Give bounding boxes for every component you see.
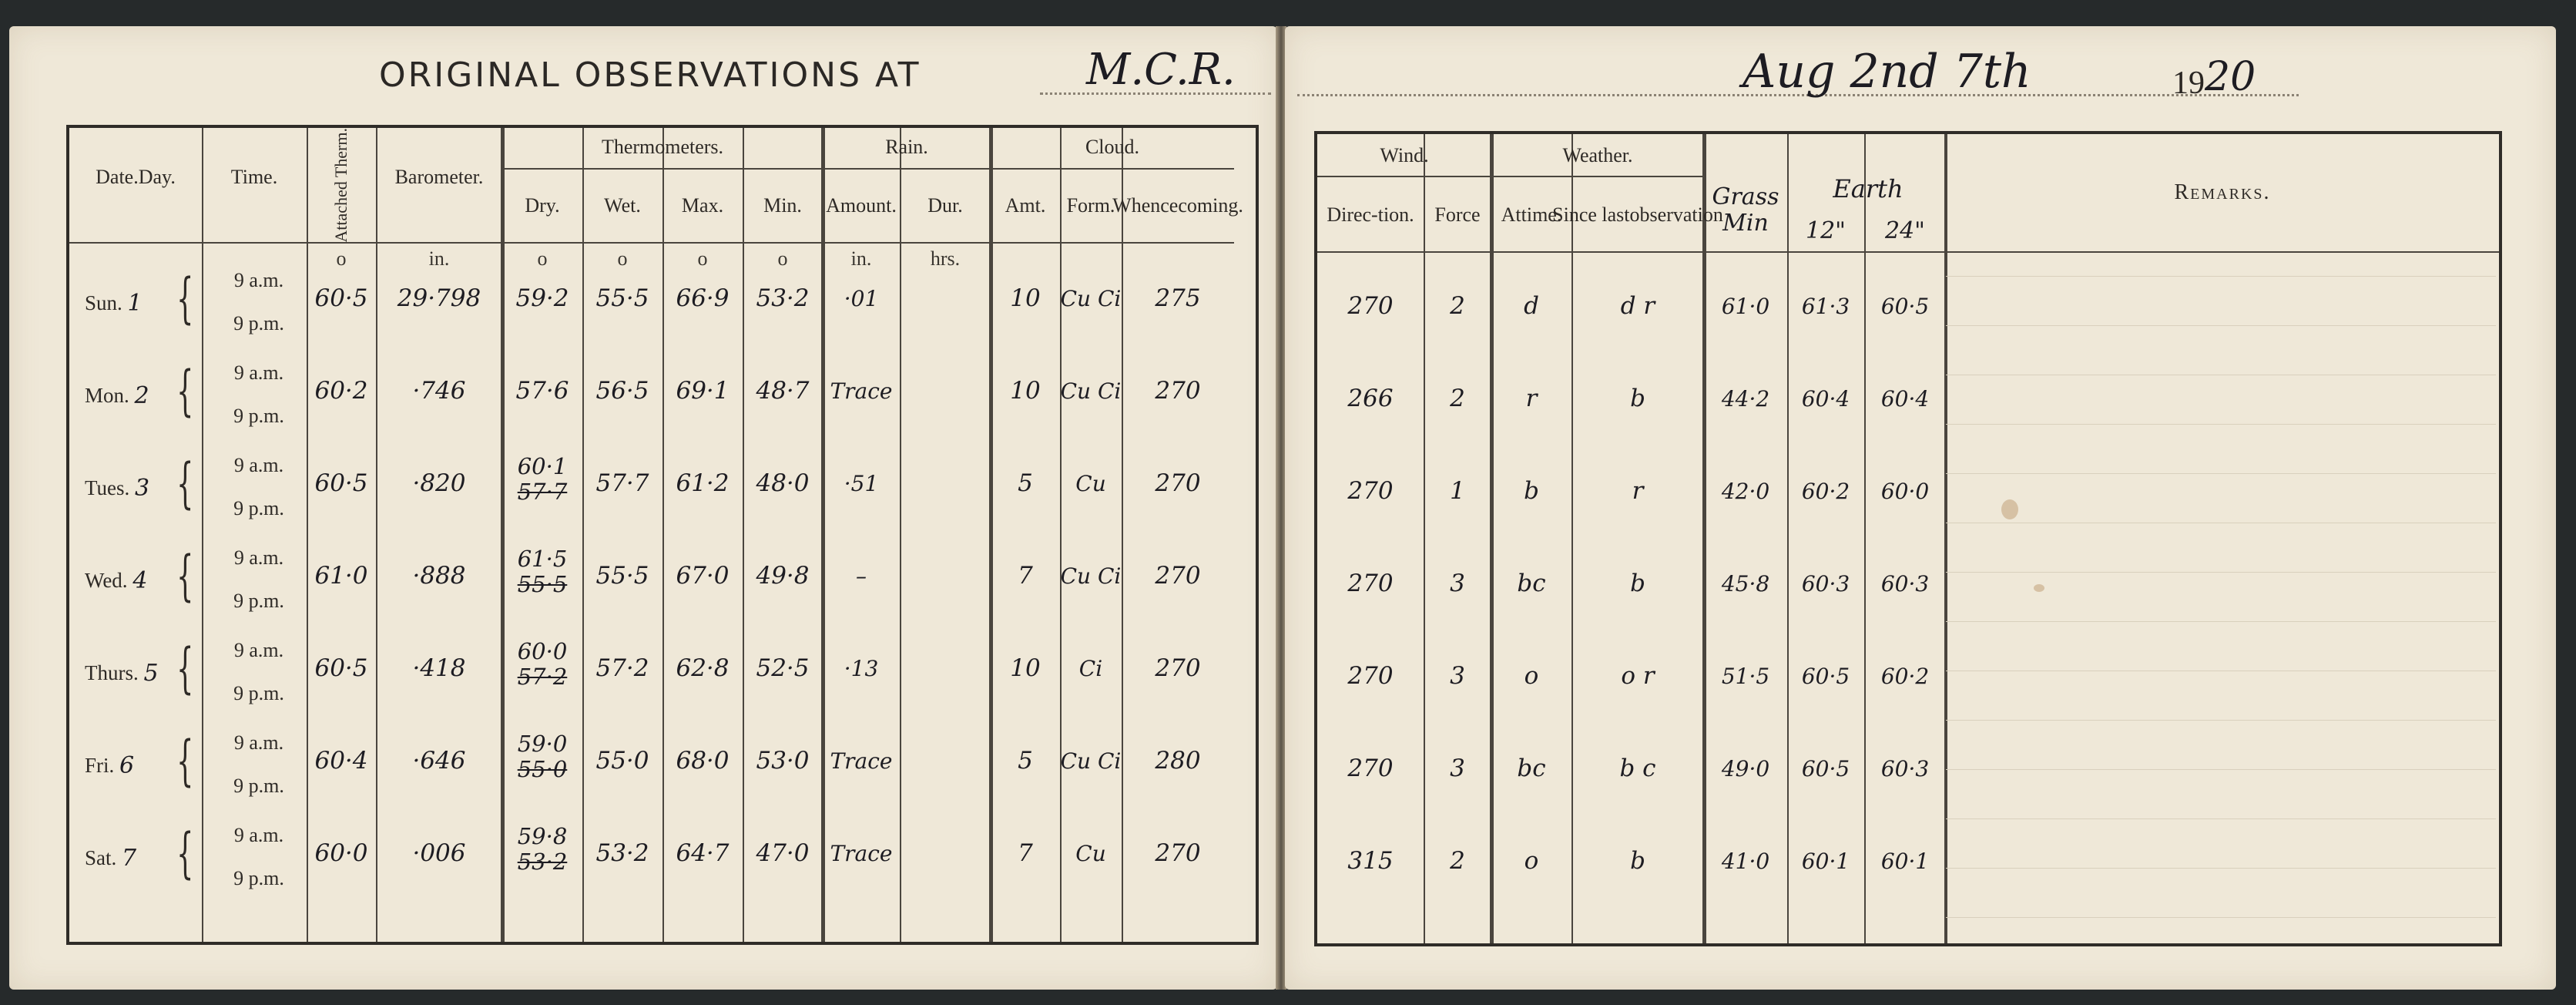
dry-cell (502, 441, 582, 518)
header-attached-therm (307, 128, 376, 242)
header-direction-line2: tion. (1377, 203, 1414, 227)
time-am: 9 a.m. (233, 269, 284, 292)
weather-since-last-value: b (1630, 570, 1645, 598)
remarks-ruled-line (1946, 325, 2496, 326)
header-since-line2: observation (1629, 203, 1723, 227)
weather-since-last-value: b c (1619, 755, 1656, 783)
wind-force-value: 3 (1450, 755, 1465, 783)
weather-since-last-value: d r (1620, 292, 1655, 321)
cloud-amount-value: 7 (1018, 839, 1033, 868)
dry-cell (502, 626, 582, 703)
earth-24-value: 60·1 (1880, 848, 1930, 874)
barometer-value: 29·798 (397, 284, 481, 313)
max-value: 69·1 (676, 377, 730, 405)
wind-force-value: 1 (1450, 477, 1465, 506)
wind-direction-value: 266 (1347, 385, 1394, 413)
min-value: 49·8 (756, 562, 810, 590)
min-value: 53·2 (756, 284, 810, 313)
attached-therm-value: 60·2 (314, 377, 368, 405)
header-whence-line2: coming. (1178, 194, 1243, 217)
weather-at-time-value: bc (1517, 755, 1546, 783)
wind-force-value: 2 (1450, 385, 1465, 413)
earth-24-value: 60·4 (1880, 385, 1930, 412)
column-rule (1571, 134, 1573, 943)
dry-struck-value: 55·0 (517, 756, 568, 782)
header-amount: Amount. (826, 194, 897, 217)
header-cloud: Cloud. (1085, 136, 1140, 159)
thick-column-rule (1702, 134, 1706, 943)
header-bottom-rule (1317, 251, 2499, 253)
grass-min-value: 61·0 (1721, 293, 1770, 319)
header-since-last (1552, 179, 1723, 251)
rain-amount-value: Trace (830, 748, 893, 774)
barometer-value: ·006 (412, 839, 466, 868)
cloud-form-value: Cu Ci (1060, 285, 1122, 311)
dry-struck-value: 57·2 (517, 664, 568, 690)
attached-therm-value: 60·4 (314, 747, 368, 775)
cloud-amount-value: 5 (1018, 469, 1033, 498)
station-name: M.C.R. (1086, 45, 1236, 95)
header-grass-min (1704, 176, 1787, 245)
observation-dates: Aug 2nd 7th (1742, 45, 2031, 99)
dry-value: 57·6 (515, 377, 569, 405)
header-form: Form. (1066, 194, 1115, 217)
day-brace: { (176, 452, 194, 515)
cloud-whence-value: 280 (1155, 747, 1201, 775)
time-am: 9 a.m. (233, 731, 284, 755)
header-weather: Weather. (1562, 144, 1633, 167)
header-day: Day. (138, 166, 176, 189)
wind-direction-value: 270 (1347, 292, 1394, 321)
cloud-amount-value: 5 (1018, 747, 1033, 775)
dry-cell (502, 718, 582, 795)
rain-amount-value: ·01 (844, 285, 879, 311)
earth-12-value: 60·3 (1801, 570, 1850, 597)
day-brace: { (176, 544, 194, 607)
weather-since-last-value: b (1630, 385, 1645, 413)
barometer-value: ·418 (412, 654, 466, 683)
grass-min-value: 51·5 (1721, 663, 1770, 689)
rain-amount-value: Trace (830, 840, 893, 866)
weather-at-time-value: r (1525, 385, 1538, 413)
header-whence (1112, 170, 1243, 242)
time-am: 9 a.m. (233, 361, 284, 385)
header-time: Time. (230, 166, 278, 189)
paper-stain (2001, 499, 2018, 519)
header-bottom-rule (69, 242, 1234, 244)
day-date: 3 (135, 474, 150, 502)
thick-column-rule (1490, 134, 1494, 943)
rain-amount-value: ·13 (844, 655, 879, 681)
remarks-ruled-line (1946, 868, 2496, 869)
grass-min-value: 41·0 (1721, 848, 1770, 874)
remarks-ruled-line (1946, 572, 2496, 573)
time-am: 9 a.m. (233, 639, 284, 662)
time-pm: 9 p.m. (233, 497, 284, 520)
dry-value: 59·8 (517, 822, 568, 849)
weather-at-time-value: bc (1517, 570, 1546, 598)
day-date: 7 (122, 844, 137, 872)
min-value: 47·0 (756, 839, 810, 868)
grass-min-value: 44·2 (1721, 385, 1770, 412)
wet-value: 53·2 (595, 839, 649, 868)
max-value: 64·7 (676, 839, 730, 868)
dry-cell (502, 811, 582, 888)
header-max: Max. (681, 194, 724, 217)
header-thermometers: Thermometers. (601, 136, 724, 159)
header-rain: Rain. (885, 136, 928, 159)
dry-value: 61·5 (517, 545, 568, 572)
unit-dur: hrs. (930, 247, 961, 271)
column-rule (1864, 134, 1866, 943)
weather-since-last-value: r (1632, 477, 1644, 506)
cloud-whence-value: 270 (1155, 469, 1201, 498)
wet-value: 55·0 (595, 747, 649, 775)
time-pm: 9 p.m. (233, 775, 284, 798)
wind-force-value: 2 (1450, 847, 1465, 876)
barometer-value: ·746 (412, 377, 466, 405)
day-brace: { (176, 822, 194, 885)
day-brace: { (176, 359, 194, 422)
header-earth: Earth (1833, 173, 1903, 203)
cloud-form-value: Cu Ci (1060, 563, 1122, 589)
rain-amount-value: Trace (830, 378, 893, 404)
header-attached-text: Attached Therm. (331, 127, 351, 243)
barometer-value: ·888 (412, 562, 466, 590)
max-value: 66·9 (676, 284, 730, 313)
cloud-whence-value: 270 (1155, 839, 1201, 868)
earth-24-value: 60·5 (1880, 293, 1930, 319)
rain-amount-value: – (856, 563, 867, 589)
header-remarks: Remarks. (2174, 180, 2271, 204)
wet-value: 56·5 (595, 377, 649, 405)
cloud-amount-value: 10 (1010, 377, 1041, 405)
header-at-line2: time. (1521, 203, 1562, 227)
day-name: Thurs. (85, 661, 139, 685)
wind-direction-value: 270 (1347, 570, 1394, 598)
column-rule (1122, 128, 1123, 942)
wind-direction-value: 270 (1347, 662, 1394, 691)
weather-at-time-value: d (1524, 292, 1539, 321)
day-brace: { (176, 267, 194, 330)
wind-direction-value: 270 (1347, 755, 1394, 783)
attached-therm-value: 61·0 (314, 562, 368, 590)
header-force: Force (1434, 203, 1481, 227)
cloud-amount-value: 7 (1018, 562, 1033, 590)
cloud-form-value: Ci (1078, 655, 1103, 681)
day-name: Wed. (85, 569, 128, 593)
min-value: 48·0 (756, 469, 810, 498)
column-rule (1787, 134, 1789, 943)
thick-column-rule (1944, 134, 1947, 943)
dry-struck-value: 57·7 (517, 479, 568, 505)
earth-12-value: 60·5 (1801, 663, 1850, 689)
max-value: 68·0 (676, 747, 730, 775)
time-pm: 9 p.m. (233, 590, 284, 613)
unit-min: o (777, 247, 788, 271)
attached-therm-value: 60·5 (314, 469, 368, 498)
cloud-whence-value: 275 (1155, 284, 1201, 313)
header-earth-24: 24" (1885, 217, 1925, 244)
min-value: 48·7 (756, 377, 810, 405)
day-name: Sat. (85, 846, 117, 870)
weather-at-time-value: o (1524, 847, 1539, 876)
cloud-whence-value: 270 (1155, 377, 1201, 405)
header-at-line1: At (1501, 203, 1521, 227)
time-am: 9 a.m. (233, 824, 284, 847)
cloud-form-value: Cu Ci (1060, 748, 1122, 774)
grass-min-value: 42·0 (1721, 478, 1770, 504)
earth-24-value: 60·2 (1880, 663, 1930, 689)
cloud-amount-value: 10 (1010, 284, 1041, 313)
header-min: Min (1722, 210, 1769, 237)
day-brace: { (176, 637, 194, 700)
column-rule (202, 128, 203, 942)
earth-12-value: 60·4 (1801, 385, 1850, 412)
header-wet: Wet. (604, 194, 641, 217)
wind-direction-value: 270 (1347, 477, 1394, 506)
max-value: 62·8 (676, 654, 730, 683)
grass-min-value: 45·8 (1721, 570, 1770, 597)
day-date: 4 (132, 566, 148, 594)
min-value: 52·5 (756, 654, 810, 683)
cloud-whence-value: 270 (1155, 562, 1201, 590)
rain-amount-value: ·51 (844, 470, 879, 496)
header-direction-line1: Direc- (1327, 203, 1378, 227)
remarks-ruled-line (1946, 818, 2496, 819)
wet-value: 57·2 (595, 654, 649, 683)
day-date: 1 (127, 289, 143, 317)
day-name: Sun. (85, 291, 122, 315)
time-am: 9 a.m. (233, 546, 284, 570)
wind-direction-value: 315 (1347, 847, 1394, 876)
earth-12-value: 60·2 (1801, 478, 1850, 504)
max-value: 67·0 (676, 562, 730, 590)
day-date: 2 (134, 381, 149, 409)
remarks-ruled-line (1946, 769, 2496, 770)
header-whence-line1: Whence (1112, 194, 1179, 217)
day-date: 6 (119, 751, 135, 779)
unit-wet: o (617, 247, 628, 271)
header-barometer: Barometer. (394, 166, 484, 189)
earth-12-value: 60·1 (1801, 848, 1850, 874)
earth-12-value: 61·3 (1801, 293, 1850, 319)
time-am: 9 a.m. (233, 454, 284, 477)
remarks-ruled-line (1946, 424, 2496, 425)
grass-min-value: 49·0 (1721, 755, 1770, 781)
earth-24-value: 60·3 (1880, 570, 1930, 597)
unit-dry: o (537, 247, 548, 271)
wind-force-value: 3 (1450, 570, 1465, 598)
dry-struck-value: 55·5 (517, 571, 568, 597)
cloud-form-value: Cu Ci (1060, 378, 1122, 404)
unit-amount: in. (850, 247, 872, 271)
wet-value: 57·7 (595, 469, 649, 498)
earth-12-value: 60·5 (1801, 755, 1850, 781)
time-pm: 9 p.m. (233, 312, 284, 335)
cloud-form-value: Cu (1075, 840, 1106, 866)
paper-stain (2034, 584, 2044, 592)
unit-max: o (697, 247, 708, 271)
remarks-ruled-line (1946, 276, 2496, 277)
day-name: Mon. (85, 384, 129, 408)
header-amt: Amt. (1005, 194, 1046, 217)
page-title: ORIGINAL OBSERVATIONS AT (379, 55, 921, 95)
unit-barometer: in. (428, 247, 450, 271)
weather-since-last-value: o r (1621, 662, 1655, 691)
time-pm: 9 p.m. (233, 867, 284, 890)
year-printed: 19 (2172, 66, 2205, 101)
max-value: 61·2 (676, 469, 730, 498)
earth-24-value: 60·0 (1880, 478, 1930, 504)
attached-therm-value: 60·5 (314, 284, 368, 313)
unit-attached: o (336, 247, 347, 271)
cloud-form-value: Cu (1075, 470, 1106, 496)
dry-struck-value: 53·2 (517, 849, 568, 875)
barometer-value: ·646 (412, 747, 466, 775)
header-since-line1: Since last (1552, 203, 1630, 227)
day-brace: { (176, 729, 194, 792)
attached-therm-value: 60·0 (314, 839, 368, 868)
header-min: Min. (763, 194, 802, 217)
remarks-ruled-line (1946, 473, 2496, 474)
header-earth-12: 12" (1806, 217, 1846, 244)
dry-cell (502, 533, 582, 610)
cloud-whence-value: 270 (1155, 654, 1201, 683)
remarks-ruled-line (1946, 917, 2496, 918)
header-date: Date. (96, 166, 139, 189)
header-direction (1317, 179, 1424, 251)
remarks-ruled-line (1946, 621, 2496, 622)
header-wind: Wind. (1380, 144, 1429, 167)
header-grass: Grass (1712, 183, 1779, 210)
year-handwritten: 20 (2205, 54, 2256, 100)
dry-value: 60·0 (517, 637, 568, 664)
dry-value: 59·2 (515, 284, 569, 313)
min-value: 53·0 (756, 747, 810, 775)
weather-since-last-value: b (1630, 847, 1645, 876)
cloud-amount-value: 10 (1010, 654, 1041, 683)
weather-at-time-value: b (1524, 477, 1539, 506)
column-rule (1060, 128, 1062, 942)
header-dry: Dry. (525, 194, 560, 217)
day-name: Fri. (85, 754, 115, 778)
header-date-day (69, 128, 202, 227)
wet-value: 55·5 (595, 284, 649, 313)
dry-value: 60·1 (517, 452, 568, 479)
weather-at-time-value: o (1524, 662, 1539, 691)
barometer-value: ·820 (412, 469, 466, 498)
column-rule (1424, 134, 1425, 943)
wind-force-value: 3 (1450, 662, 1465, 691)
header-dur: Dur. (927, 194, 963, 217)
time-pm: 9 p.m. (233, 405, 284, 428)
dry-value: 59·0 (517, 730, 568, 757)
time-pm: 9 p.m. (233, 682, 284, 705)
wind-force-value: 2 (1450, 292, 1465, 321)
earth-24-value: 60·3 (1880, 755, 1930, 781)
attached-therm-value: 60·5 (314, 654, 368, 683)
wet-value: 55·5 (595, 562, 649, 590)
remarks-ruled-line (1946, 720, 2496, 721)
day-date: 5 (143, 659, 159, 687)
day-name: Tues. (85, 476, 130, 500)
